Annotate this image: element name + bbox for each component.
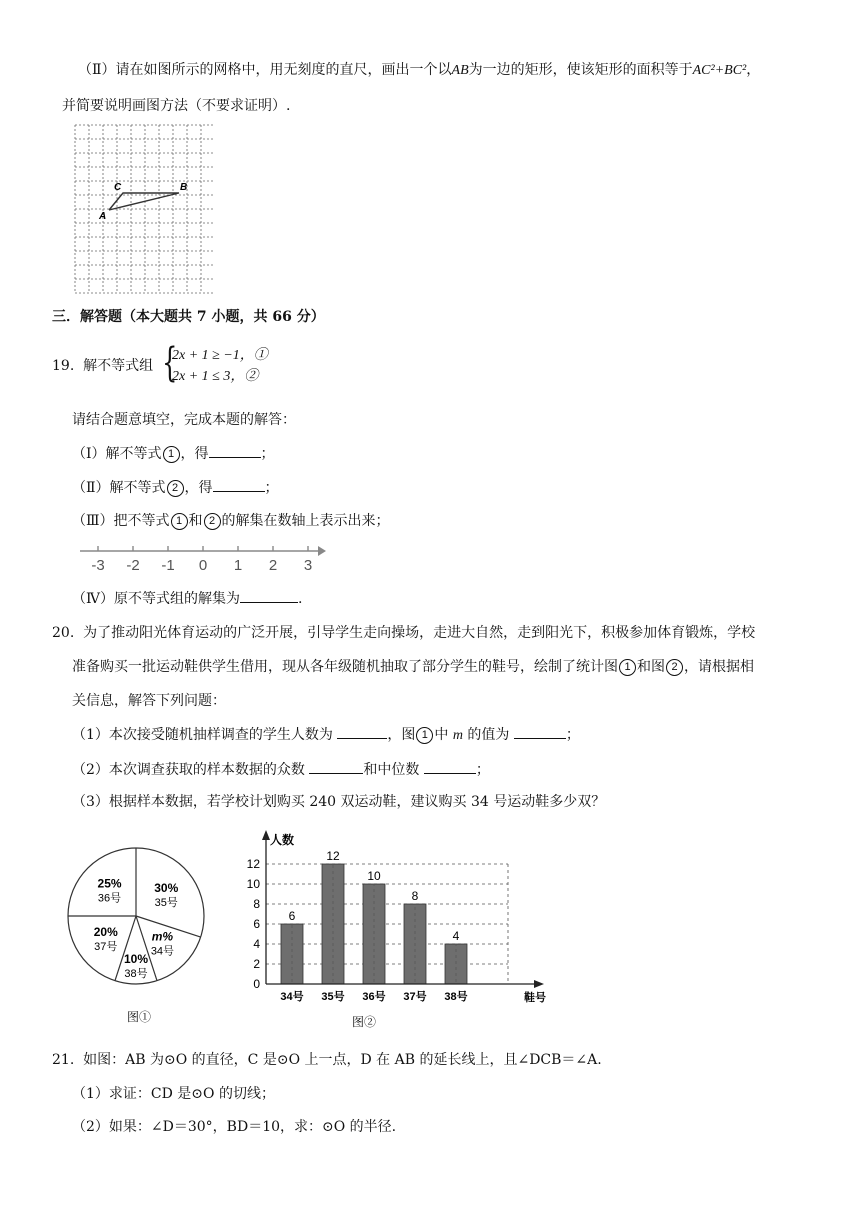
q19-part2 <box>72 477 279 498</box>
q19-lead-text: 解不等式组 <box>83 358 154 374</box>
q19-p3-c: 的解集在数轴上表示出来； <box>221 513 390 529</box>
circle-1: 1 <box>171 513 188 530</box>
number-line-tick-label: 2 <box>268 557 278 574</box>
q20-part1 <box>72 724 580 746</box>
number-line-tick-label: 0 <box>198 557 208 574</box>
q20-q2b: 和中位数 <box>363 762 420 778</box>
q20-number: 20. <box>52 625 75 641</box>
q19-part3 <box>72 511 390 531</box>
answer-blank-count[interactable] <box>337 724 387 739</box>
point-b-label: B <box>180 182 188 193</box>
q19-p2-label: （Ⅱ）解不等式 <box>72 480 166 496</box>
circle-2: 2 <box>204 513 221 530</box>
x-tick-label: 38号 <box>444 991 468 1003</box>
bar-data-label: 12 <box>326 849 340 863</box>
bar-chart <box>236 824 556 1010</box>
pie-chart <box>66 844 214 988</box>
variable-m: m <box>452 728 463 743</box>
pie-slice-value-label: 25% <box>97 876 122 891</box>
semicolon: ； <box>565 727 580 743</box>
answer-blank-median[interactable] <box>424 759 476 774</box>
y-axis-arrow <box>262 830 270 840</box>
q21-line1 <box>52 1050 602 1070</box>
y-tick-label: 0 <box>253 977 260 991</box>
q20-line1-text: 为了推动阳光体育运动的广泛开展，引导学生走向操场，走进大自然，走到阳光下，积极参加体育锻炼，学校 <box>83 625 756 641</box>
q19-number: 19. <box>52 358 75 374</box>
q19-part4 <box>72 588 302 609</box>
q20-line3: 关信息，解答下列问题： <box>72 693 226 709</box>
q21-part2: （2）如果：∠D＝30°，BD＝10，求：⊙O 的半径. <box>72 1119 397 1135</box>
q19-p3-b: 和 <box>188 513 203 529</box>
circle-1: 1 <box>619 659 636 676</box>
pie-slice-category-label: 36号 <box>97 892 122 905</box>
q20-part3: （3）根据样本数据，若学校计划购买 240 双运动鞋，建议购买 34 号运动鞋多少双？ <box>72 794 606 810</box>
bar <box>322 864 344 984</box>
system-brace: { <box>162 340 178 386</box>
x-axis-arrow <box>534 980 544 988</box>
pie-slice-category-label: 38号 <box>124 967 148 980</box>
pie-slice-value-label: 20% <box>93 924 118 939</box>
q21-number: 21. <box>52 1052 75 1068</box>
area-expression: AC²+BC² <box>692 63 747 78</box>
number-line-tick-label: 1 <box>233 557 243 574</box>
fig2-caption: 图② <box>352 1015 377 1029</box>
x-tick-label: 34号 <box>280 991 304 1003</box>
answer-blank-4[interactable] <box>240 588 298 603</box>
q20-line2a: 准备购买一批运动鞋供学生借用，现从各年级随机抽取了部分学生的鞋号，绘制了统计图 <box>72 659 618 675</box>
x-axis-label: 鞋号 <box>524 992 546 1004</box>
q20-line2 <box>72 657 754 677</box>
q19-p4: （Ⅳ）原不等式组的解集为 <box>72 591 240 607</box>
number-line-tick-label: 3 <box>303 557 313 574</box>
number-line-tick-label: -2 <box>126 557 140 574</box>
q19-p2-tail: ，得 <box>184 480 213 496</box>
pie-slice-value-label: 10% <box>123 951 149 966</box>
q20-q1b: ，图 <box>387 727 416 743</box>
y-tick-label: 10 <box>246 877 260 891</box>
fig1-caption: 图① <box>127 1010 152 1024</box>
x-tick-label: 37号 <box>403 991 427 1003</box>
q20-q1c: 中 <box>434 727 449 743</box>
answer-blank-m[interactable] <box>514 724 566 739</box>
x-tick-label: 35号 <box>321 991 345 1003</box>
q19-p1-tail: ，得 <box>180 446 209 462</box>
pie-slice-category-label: 35号 <box>154 897 178 910</box>
period: . <box>298 591 303 607</box>
segment-ab: AB <box>451 63 469 78</box>
number-line-tick-label: -3 <box>91 557 105 574</box>
pie-slice-value-label: 30% <box>154 881 179 896</box>
q20-part2 <box>72 759 490 780</box>
bar-data-label: 8 <box>411 889 419 903</box>
answer-blank-mode[interactable] <box>309 759 363 774</box>
pie-slice-category-label: 34号 <box>150 945 175 958</box>
q20-q1a: （1）本次接受随机抽样调查的学生人数为 <box>72 727 333 743</box>
x-tick-label: 36号 <box>362 991 386 1003</box>
bar-data-label: 6 <box>288 909 296 923</box>
answer-blank-1[interactable] <box>209 443 261 458</box>
q18-comma: ， <box>746 62 761 78</box>
pie-slice-category-label: 37号 <box>94 940 118 953</box>
inequality-2: 2x + 1 ≤ 3，② <box>172 369 259 384</box>
pie-slice-value-label: m% <box>151 929 174 944</box>
point-c-label: C <box>114 182 122 193</box>
number-line <box>78 540 334 576</box>
circle-1: 1 <box>416 727 433 744</box>
q21-part1: （1）求证：CD 是⊙O 的切线； <box>72 1086 275 1102</box>
q18-text2: 为一边的矩形，使该矩形的面积等于 <box>468 62 693 78</box>
y-tick-label: 4 <box>253 937 260 951</box>
y-tick-label: 2 <box>253 957 260 971</box>
q21-line1-text: 如图：AB 为⊙O 的直径，C 是⊙O 上一点，D 在 AB 的延长线上，且∠DCB＝∠A. <box>83 1052 602 1068</box>
semicolon: ； <box>475 762 490 778</box>
q19-instruction: 请结合题意填空，完成本题的解答： <box>72 412 296 428</box>
q20-line1 <box>52 623 755 643</box>
q18-text1: 请在如图所示的网格中，用无刻度的直尺，画出一个以 <box>115 62 452 78</box>
y-tick-label: 6 <box>253 917 260 931</box>
q18-part2-line2: 并简要说明画图方法（不要求证明）. <box>62 98 291 114</box>
q20-line2b: 和图 <box>637 659 665 675</box>
grid-figure <box>74 124 214 296</box>
q19-p3-a: （Ⅲ）把不等式 <box>72 513 170 529</box>
q19-lead <box>52 356 153 376</box>
point-a-label: A <box>99 211 107 222</box>
semicolon: ； <box>264 480 279 496</box>
q19-part1 <box>72 443 275 464</box>
circle-2: 2 <box>666 659 683 676</box>
q20-q1d: 的值为 <box>467 727 510 743</box>
circle-1: 1 <box>163 446 180 463</box>
inequality-1: 2x + 1 ≥ −1，① <box>172 348 268 363</box>
q18-part2-line1 <box>78 60 760 81</box>
q18-part2-label: （Ⅱ） <box>78 62 116 78</box>
y-tick-label: 12 <box>246 857 260 871</box>
number-line-tick-label: -1 <box>161 557 175 574</box>
y-tick-label: 8 <box>253 897 260 911</box>
triangle-abc <box>109 193 179 210</box>
section3-heading: 三．解答题（本大题共 7 小题，共 66 分） <box>52 309 325 325</box>
y-axis-label: 人数 <box>270 833 295 847</box>
q20-q2a: （2）本次调查获取的样本数据的众数 <box>72 762 305 778</box>
bar-data-label: 10 <box>367 869 381 883</box>
answer-blank-2[interactable] <box>213 477 265 492</box>
semicolon: ； <box>260 446 275 462</box>
q20-line2c: ，请根据相 <box>684 659 754 675</box>
bar-data-label: 4 <box>452 929 460 943</box>
circle-2: 2 <box>167 480 184 497</box>
q19-p1-label: （Ⅰ）解不等式 <box>72 446 162 462</box>
